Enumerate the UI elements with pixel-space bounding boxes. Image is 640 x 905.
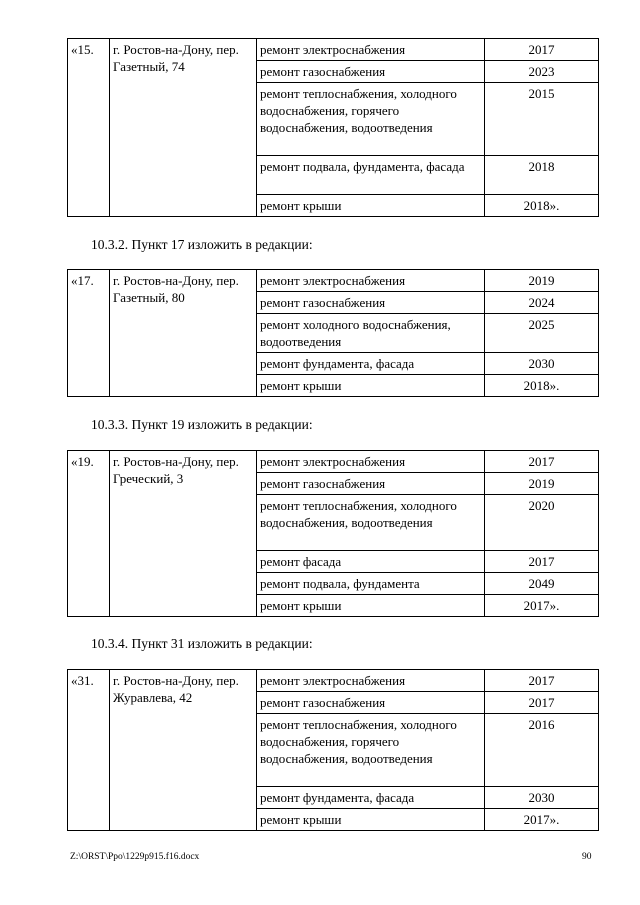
item-number: «31. <box>68 670 110 831</box>
year-cell: 2015 <box>485 83 599 156</box>
amendment-table-31 <box>67 669 599 831</box>
address-cell: г. Ростов-на-Дону, пер. Греческий, 3 <box>110 451 257 617</box>
year-cell: 2017 <box>485 692 599 714</box>
amendment-table-19 <box>67 450 599 617</box>
year-cell: 2030 <box>485 353 599 375</box>
address-cell: г. Ростов-на-Дону, пер. Журавлева, 42 <box>110 670 257 831</box>
footer-page-number: 90 <box>582 852 592 862</box>
paragraph-10-3-3: 10.3.3. Пункт 19 изложить в редакции: <box>91 417 313 432</box>
year-cell: 2018». <box>485 195 599 217</box>
work-cell: ремонт электроснабжения <box>257 39 485 61</box>
work-cell: ремонт газоснабжения <box>257 292 485 314</box>
work-cell: ремонт теплоснабжения, холодного водоснабжения, водоотведения <box>257 495 485 551</box>
work-cell: ремонт газоснабжения <box>257 61 485 83</box>
amendment-table-15 <box>67 38 599 217</box>
work-cell: ремонт электроснабжения <box>257 670 485 692</box>
work-cell: ремонт газоснабжения <box>257 473 485 495</box>
year-cell: 2019 <box>485 270 599 292</box>
year-cell: 2030 <box>485 787 599 809</box>
year-cell: 2017 <box>485 39 599 61</box>
work-cell: ремонт электроснабжения <box>257 270 485 292</box>
footer-file-path: Z:\ORST\Ppo\1229p915.f16.docx <box>70 852 200 862</box>
year-cell: 2017». <box>485 595 599 617</box>
work-cell: ремонт теплоснабжения, холодного водоснабжения, горячего водоснабжения, водоотведения <box>257 83 485 156</box>
amendment-table-17 <box>67 269 599 397</box>
work-cell: ремонт крыши <box>257 375 485 397</box>
work-cell: ремонт теплоснабжения, холодного водоснабжения, горячего водоснабжения, водоотведения <box>257 714 485 787</box>
year-cell: 2023 <box>485 61 599 83</box>
work-cell: ремонт подвала, фундамента <box>257 573 485 595</box>
work-cell: ремонт крыши <box>257 809 485 831</box>
year-cell: 2018 <box>485 156 599 195</box>
work-cell: ремонт крыши <box>257 195 485 217</box>
year-cell: 2019 <box>485 473 599 495</box>
year-cell: 2018». <box>485 375 599 397</box>
work-cell: ремонт холодного водоснабжения, водоотведения <box>257 314 485 353</box>
work-cell: ремонт фундамента, фасада <box>257 353 485 375</box>
work-cell: ремонт фундамента, фасада <box>257 787 485 809</box>
year-cell: 2017». <box>485 809 599 831</box>
address-cell: г. Ростов-на-Дону, пер. Газетный, 74 <box>110 39 257 217</box>
work-cell: ремонт электроснабжения <box>257 451 485 473</box>
work-cell: ремонт фасада <box>257 551 485 573</box>
address-cell: г. Ростов-на-Дону, пер. Газетный, 80 <box>110 270 257 397</box>
work-cell: ремонт крыши <box>257 595 485 617</box>
year-cell: 2017 <box>485 551 599 573</box>
year-cell: 2025 <box>485 314 599 353</box>
work-cell: ремонт подвала, фундамента, фасада <box>257 156 485 195</box>
item-number: «15. <box>68 39 110 217</box>
year-cell: 2016 <box>485 714 599 787</box>
year-cell: 2017 <box>485 670 599 692</box>
paragraph-10-3-2: 10.3.2. Пункт 17 изложить в редакции: <box>91 237 313 252</box>
year-cell: 2049 <box>485 573 599 595</box>
year-cell: 2017 <box>485 451 599 473</box>
work-cell: ремонт газоснабжения <box>257 692 485 714</box>
item-number: «17. <box>68 270 110 397</box>
paragraph-10-3-4: 10.3.4. Пункт 31 изложить в редакции: <box>91 636 313 651</box>
year-cell: 2024 <box>485 292 599 314</box>
item-number: «19. <box>68 451 110 617</box>
year-cell: 2020 <box>485 495 599 551</box>
